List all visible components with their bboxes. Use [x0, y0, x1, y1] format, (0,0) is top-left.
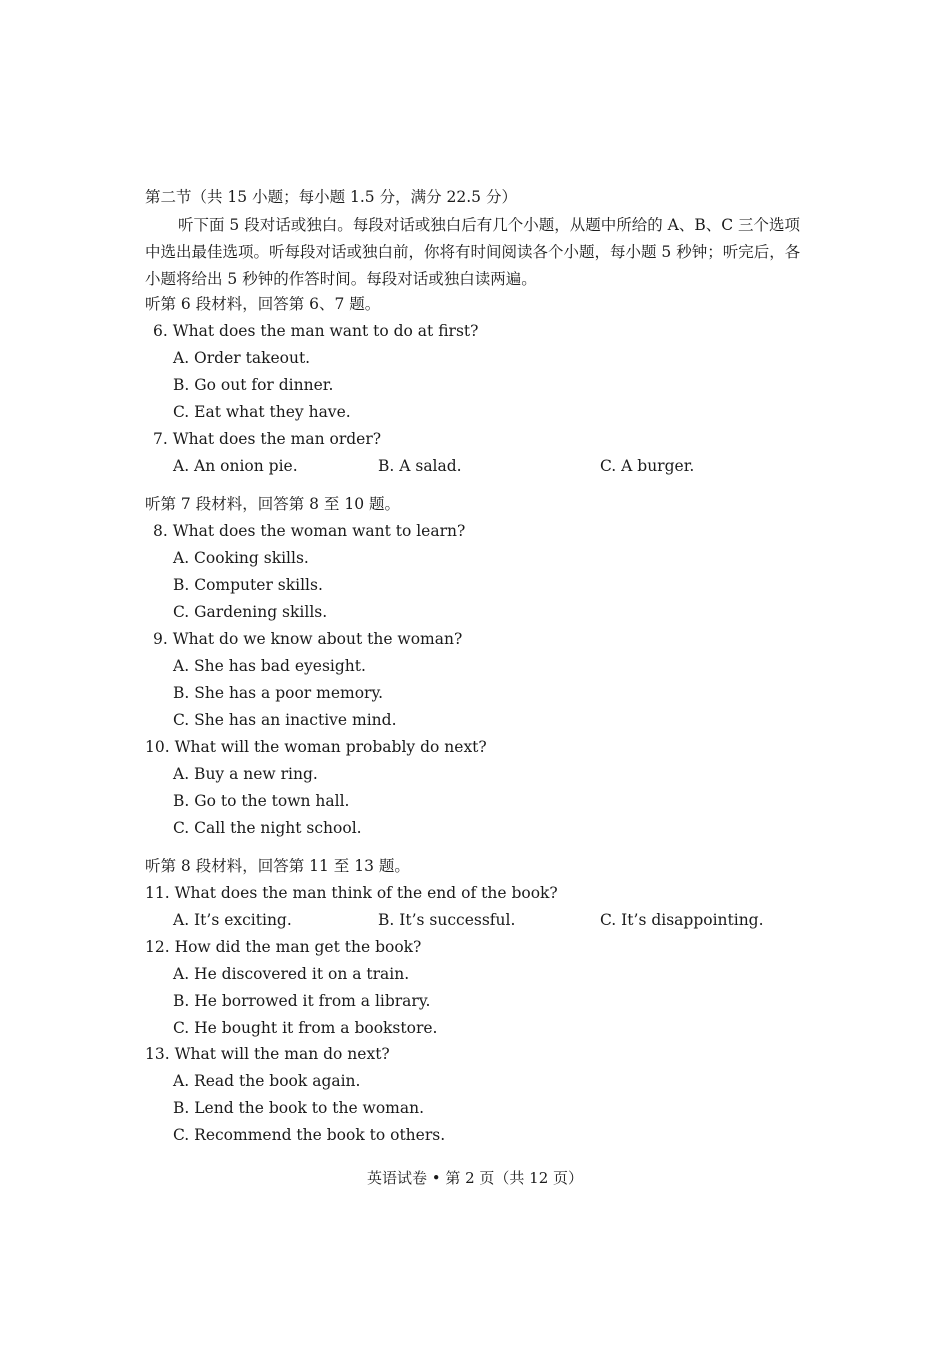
question: 10. What will the woman probably do next? — [145, 738, 487, 756]
intro-paragraph: 听下面 5 段对话或独白。每段对话或独白后有几个小题，从题中所给的 A、B、C 三个选项中选出最佳选项。听每段对话或独白前，你将有时间阅读各个小题，每小题 5 秒钟；听完后，各小题将给出 5 秒钟的作答时间。每段对话或独白读两遍。 — [145, 216, 801, 288]
option-a: A. Cooking skills. — [173, 549, 309, 567]
question: 6. What does the man want to do at first? — [153, 322, 479, 340]
passage-heading: 听第 6 段材料，回答第 6、7 题。 — [145, 295, 381, 313]
question: 8. What does the woman want to learn? — [153, 522, 466, 540]
passage-heading: 听第 7 段材料，回答第 8 至 10 题。 — [145, 495, 401, 513]
option-b: B. Computer skills. — [173, 576, 323, 594]
option-a: A. Order takeout. — [173, 349, 311, 367]
option-c: C. Eat what they have. — [173, 403, 351, 421]
option-a: A. Read the book again. — [173, 1072, 361, 1090]
option-a: A. An onion pie. — [173, 457, 298, 475]
option-b: B. Go to the town hall. — [173, 792, 350, 810]
question: 12. How did the man get the book? — [145, 938, 422, 956]
section-heading: 第二节（共 15 小题；每小题 1.5 分，满分 22.5 分） — [145, 188, 517, 206]
question: 9. What do we know about the woman? — [153, 630, 463, 648]
question: 13. What will the man do next? — [145, 1045, 390, 1063]
option-b: B. Go out for dinner. — [173, 376, 334, 394]
option-a: A. It’s exciting. — [173, 911, 292, 929]
option-b: B. Lend the book to the woman. — [173, 1099, 425, 1117]
option-a: A. He discovered it on a train. — [173, 965, 410, 983]
question: 11. What does the man think of the end of the book? — [145, 884, 558, 902]
option-a: A. Buy a new ring. — [173, 765, 318, 783]
option-c: C. Recommend the book to others. — [173, 1126, 446, 1144]
page-footer: 英语试卷 • 第 2 页（共 12 页） — [366, 1169, 584, 1187]
option-c: C. He bought it from a bookstore. — [173, 1019, 438, 1037]
passage-heading: 听第 8 段材料，回答第 11 至 13 题。 — [145, 857, 410, 875]
option-c: C. A burger. — [600, 457, 695, 475]
option-c: C. It’s disappointing. — [600, 911, 764, 929]
option-b: B. It’s successful. — [378, 911, 516, 929]
option-b: B. He borrowed it from a library. — [173, 992, 431, 1010]
option-b: B. A salad. — [378, 457, 462, 475]
option-c: C. Gardening skills. — [173, 603, 328, 621]
option-a: A. She has bad eyesight. — [173, 657, 366, 675]
option-b: B. She has a poor memory. — [173, 684, 384, 702]
option-c: C. She has an inactive mind. — [173, 711, 397, 729]
option-c: C. Call the night school. — [173, 819, 362, 837]
question: 7. What does the man order? — [153, 430, 382, 448]
